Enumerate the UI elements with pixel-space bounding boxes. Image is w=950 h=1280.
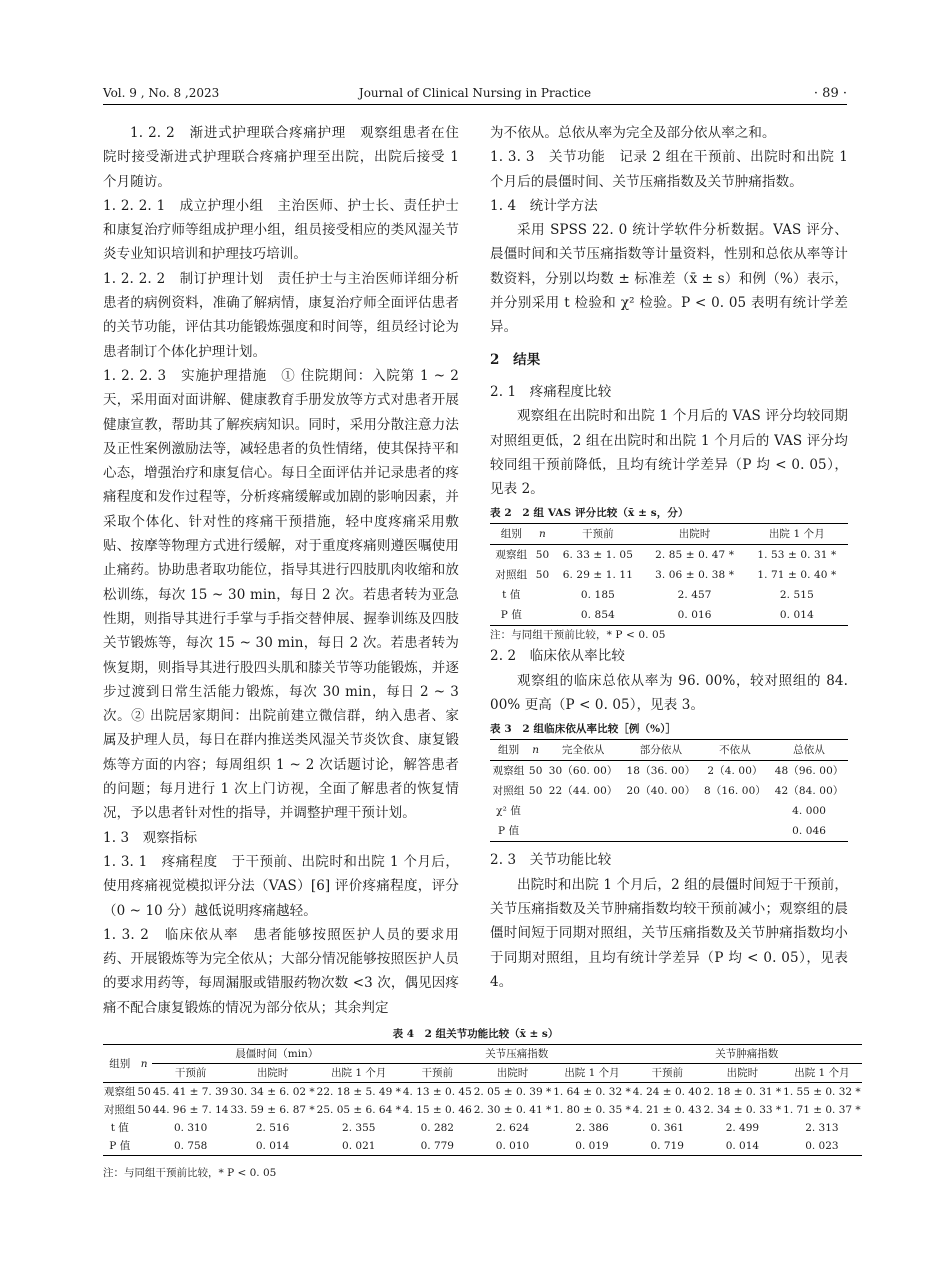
table-row: t 值 0. 310 2. 516 2. 355 0. 282 2. 624 2. 386 0. 361 2. 499 2. 313 — [110, 1122, 839, 1134]
paragraph: 1. 3. 1 疼痛程度 于干预前、出院时和出院 1 个月后，使用疼痛视觉模拟评分法（VAS）[6] 评价疼痛程度，评分（0 ~ 10 分）越低说明疼痛越轻。 — [103, 853, 459, 919]
table-header: n — [137, 1045, 152, 1083]
table-header: 组别 — [500, 528, 522, 541]
journal-title: Journal of Clinical Nursing in Practice — [358, 86, 592, 100]
table-caption: 表 3 2 组临床依从率比较［例（%）］ — [490, 723, 677, 736]
table-header: 干预前 — [581, 528, 614, 541]
table-header: 出院时 — [678, 528, 711, 541]
table-header: 干预前 — [421, 1067, 454, 1079]
table-caption: 表 4 2 组关节功能比较（x̄ ± s） — [392, 1028, 559, 1040]
paragraph: 1. 2. 2 渐进式护理联合疼痛护理 观察组患者在住院时接受渐进式护理联合疼痛护理至出院，出院后接受 1 个月随访。 — [103, 125, 459, 190]
table-4 — [103, 1024, 861, 1182]
section-heading: 2. 3 关节功能比较 — [490, 852, 612, 869]
table-header: 部分依从 — [639, 744, 683, 757]
table-row: 观察组 50 30（60. 00） 18（36. 00） 2（4. 00） 48（96. 00） — [492, 765, 844, 778]
table-header: 出院 1 个月 — [564, 1067, 620, 1079]
table-row: 对照组 50 22（44. 00） 20（40. 00） 8（16. 00） 42（84. 00） — [492, 785, 844, 798]
paragraph: 观察组在出院时和出院 1 个月后的 VAS 评分均较同期对照组更低，2 组在出院时和出院 1 个月后的 VAS 评分均较同组干预前降低，且均有统计学差异（P 均 < 0. 05），见表 2。 — [490, 408, 848, 498]
table-group-header: 晨僵时间（min） — [152, 1045, 402, 1064]
table-header: n — [539, 528, 546, 541]
table-header: 不依从 — [719, 744, 751, 757]
paragraph: 出院时和出院 1 个月后，2 组的晨僵时间短于干预前，关节压痛指数及关节肿痛指数均较干预前减小；观察组的晨僵时间短于同期对照组，关节压痛指数及关节肿痛指数均小于同期对照组，且均有统计学差异（P 均 < 0. 05），见表 4。 — [490, 876, 848, 990]
table-row: 对照组 50 6. 29 ± 1. 11 3. 06 ± 0. 38 * 1. 71 ± 0. 40 * — [495, 569, 837, 582]
paragraph: 1. 3. 2 临床依从率 患者能够按照医护人员的要求用药、开展锻炼等为完全依从；大部分情况能够按照医护人员的要求用药等，每周漏服或错服药物次数 <3 次，偶见因疼痛不配合康复锻炼的情况为部分依从；其余判定 — [103, 926, 459, 1016]
table-row: 观察组 50 45. 41 ± 7. 39 30. 34 ± 6. 02 * 22. 18 ± 5. 49 * 4. 13 ± 0. 45 2. 05 ± 0. 39 * 1. 64 ± 0. 32 * 4. 24 ± 0. 40 2. 18 ± 0. 31 * 1. 55 ± 0. 32 * — [104, 1086, 861, 1098]
paragraph: 1. 2. 2. 2 制订护理计划 责任护士与主治医师详细分析患者的病例资料，准确了解病情，康复治疗师全面评估患者的关节功能，评估其功能锻炼强度和时间等，组员经讨论为患者制订个体化护理计划。 — [103, 270, 459, 360]
section-heading: 1. 4 统计学方法 — [490, 197, 598, 214]
table-row: 观察组 50 6. 33 ± 1. 05 2. 85 ± 0. 47 * 1. 53 ± 0. 31 * — [495, 549, 837, 562]
paragraph: 观察组的临床总依从率为 96. 00%，较对照组的 84. 00% 更高（P < 0. 05），见表 3。 — [490, 672, 848, 714]
table-header: 完全依从 — [561, 744, 605, 757]
paragraph: 采用 SPSS 22. 0 统计学软件分析数据。VAS 评分、晨僵时间和关节压痛指数等计量资料，性别和总依从率等计数资料，分别以均数 ± 标准差（x̄ ± s）和例（%）表示，并分别采用 t 检验和 χ² 检验。P < 0. 05 表明有统计学差异。 — [490, 222, 848, 336]
table-header: 出院时 — [726, 1067, 759, 1079]
table-row: χ² 值 4. 000 — [496, 805, 827, 818]
table-header: 干预前 — [174, 1067, 207, 1079]
table-3 — [490, 719, 848, 842]
table-group-header: 关节肿痛指数 — [632, 1045, 862, 1064]
table-caption: 表 2 2 组 VAS 评分比较（x̄ ± s，分） — [490, 507, 689, 520]
table-row: t 值 0. 185 2. 457 2. 515 — [502, 589, 814, 602]
paragraph: 1. 3. 3 关节功能 记录 2 组在干预前、出院时和出院 1 个月后的晨僵时间、关节压痛指数及关节肿痛指数。 — [490, 149, 848, 190]
section-heading: 2. 2 临床依从率比较 — [490, 648, 625, 665]
table-note: 注：与同组干预前比较，* P < 0. 05 — [103, 1167, 277, 1179]
paragraph: 为不依从。总依从率为完全及部分依从率之和。 — [490, 125, 776, 141]
table-2 — [490, 503, 848, 644]
table-header: 出院 1 个月 — [331, 1067, 387, 1079]
table-header: 出院时 — [496, 1067, 529, 1079]
section-heading: 1. 3 观察指标 — [103, 829, 198, 846]
table-header: 出院时 — [256, 1067, 289, 1079]
paragraph: 1. 2. 2. 1 成立护理小组 主治医师、护士长、责任护士和康复治疗师等组成护理小组，组员接受相应的类风湿关节炎专业知识培训和护理技巧培训。 — [103, 197, 459, 263]
table-group-header: 关节压痛指数 — [402, 1045, 632, 1064]
section-heading: 2. 1 疼痛程度比较 — [490, 383, 612, 400]
table-row: P 值 0. 758 0. 014 0. 021 0. 779 0. 010 0. 019 0. 719 0. 014 0. 023 — [103, 1137, 862, 1156]
right-column — [490, 121, 848, 994]
page-header — [103, 80, 847, 100]
volume-info: Vol. 9 , No. 8 ,2023 — [103, 86, 220, 100]
table-row: P 值 0. 046 — [490, 821, 848, 842]
table-header: 总依从 — [793, 744, 825, 757]
table-header: n — [532, 744, 540, 757]
left-column — [103, 121, 459, 1020]
table-note: 注：与同组干预前比较，* P < 0. 05 — [490, 629, 666, 642]
header-rule — [103, 104, 847, 105]
table-header: 出院 1 个月 — [768, 528, 825, 541]
table-header: 组别 — [497, 744, 520, 757]
paragraph: 1. 2. 2. 3 实施护理措施 ① 住院期间：入院第 1 ~ 2 天，采用面对面讲解、健康教育手册发放等方式对患者开展健康宣教，帮助其了解疾病知识。同时，采用分散注意力法及正性案例激励法等，减轻患者的负性情绪，使其保持平和心态，增强治疗和康复信心。每日全面评估并记录患者的疼痛程度和发作过程等，分析疼痛缓解或加剧的影响因素，并采取个体化、针对性的疼痛干预措施，轻中度疼痛采用敷贴、按摩等物理方式进行缓解，对于重度疼痛则遵医嘱使用止痛药。协助患者取功能位，指导其进行四肢肌肉收缩和放松训练，每次 15 ~ 30 min，每日 2 次。若患者转为亚急性期，则指导其进行手掌与手指交替伸展、握拳训练及四肢关节锻炼等，每次 15 ~ 30 min，每日 2 次。若患者转为恢复期，则指导其进行股四头肌和膝关节等功能锻炼，并逐步过渡到日常生活能力锻炼，每次 30 min，每日 2 ~ 3 次。② 出院居家期间：出院前建立微信群，纳入患者、家属及护理人员，每日在群内推送类风湿关节炎饮食、康复锻炼等方面的内容；每周组织 1 ~ 2 次话题讨论，解答患者的问题；每月进行 1 次上门访视，全面了解患者的恢复情况，予以患者针对性的指导，并调整护理干预计划。 — [103, 367, 459, 822]
table-header: 干预前 — [651, 1067, 683, 1079]
results-heading: 2 结果 — [490, 351, 541, 368]
table-header: 出院 1 个月 — [794, 1067, 850, 1079]
table-row: P 值 0. 854 0. 016 0. 014 — [490, 605, 848, 626]
page-number: · 89 · — [813, 86, 847, 101]
table-row: 对照组 50 44. 96 ± 7. 14 33. 59 ± 6. 87 * 25. 05 ± 6. 64 * 4. 15 ± 0. 46 2. 30 ± 0. 41 * 1. 80 ± 0. 35 * 4. 21 ± 0. 43 2. 34 ± 0. 33 * 1. 71 ± 0. 37 * — [104, 1104, 861, 1116]
table-header: 组别 — [103, 1045, 137, 1083]
